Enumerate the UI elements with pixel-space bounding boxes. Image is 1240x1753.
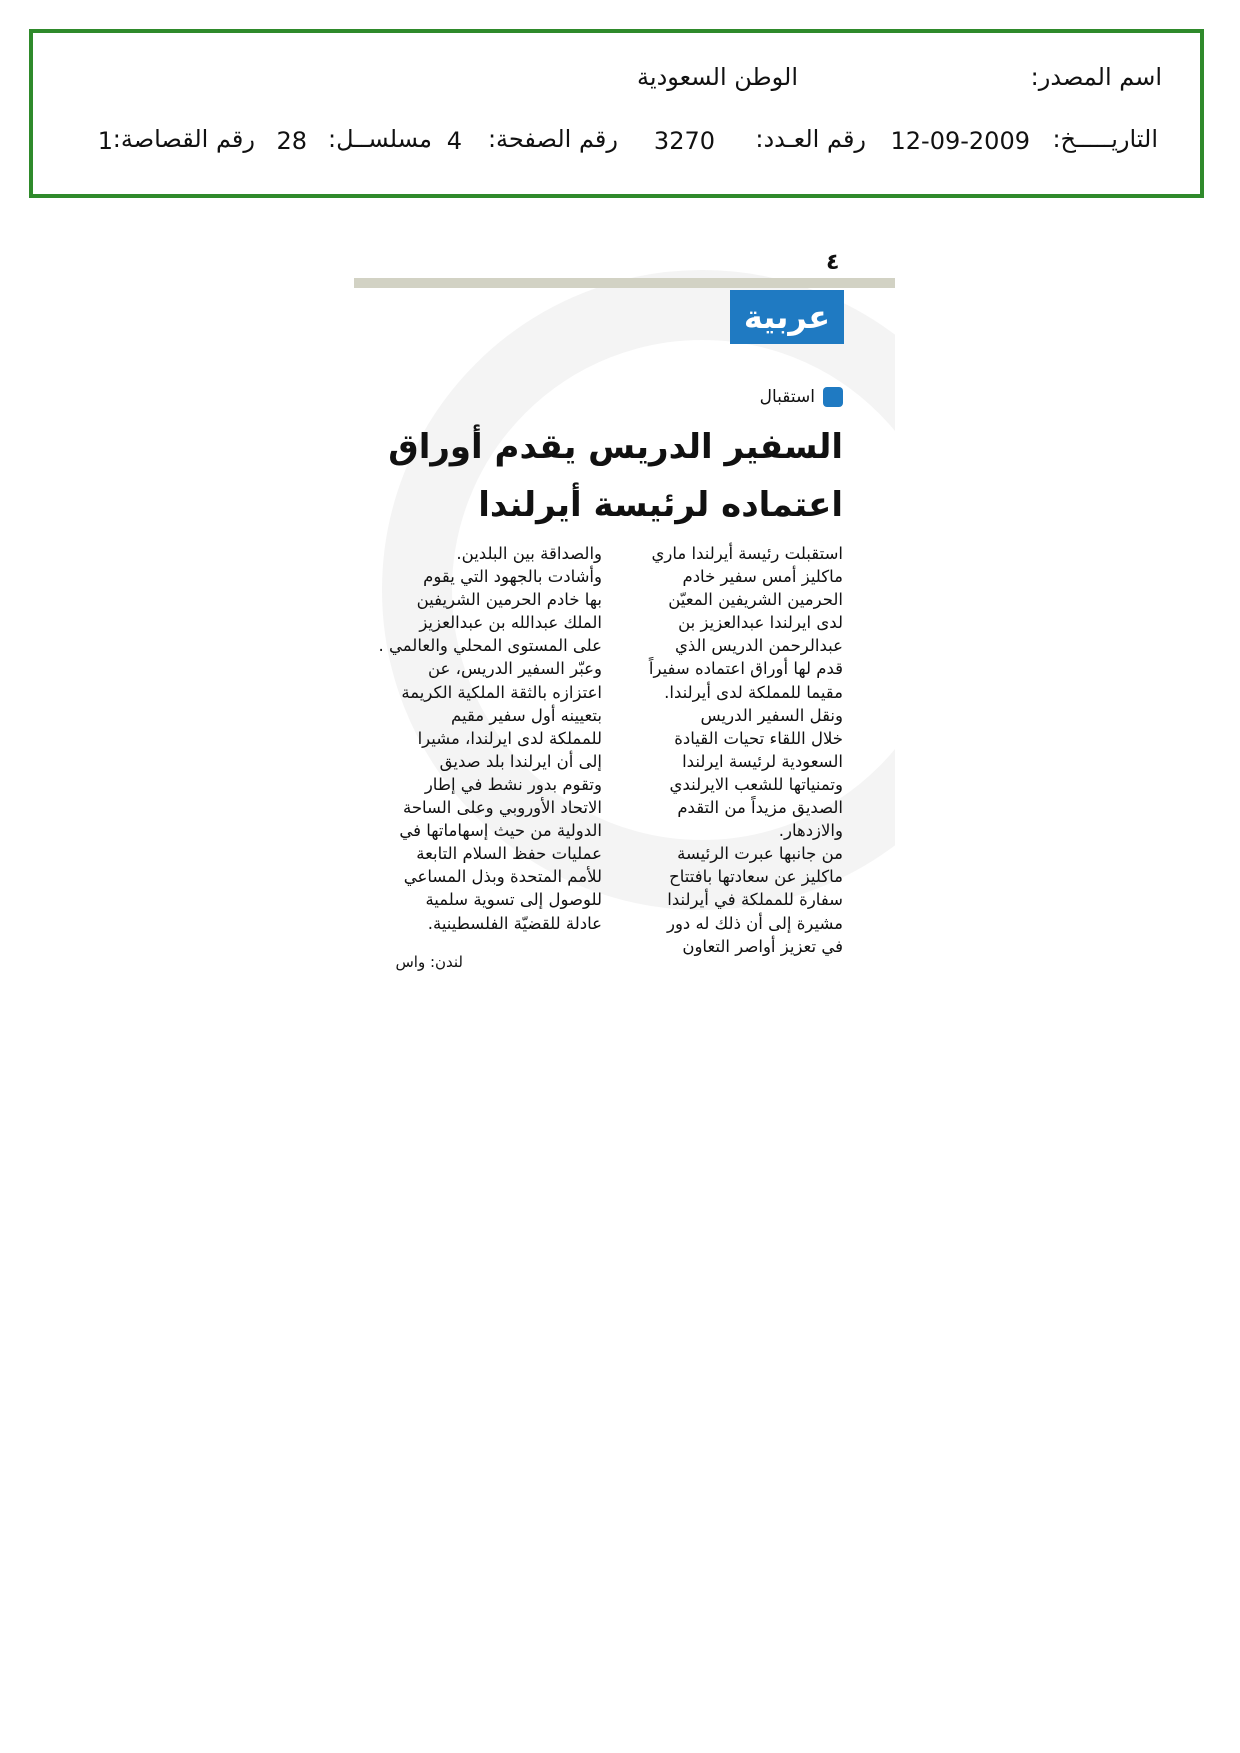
date-label: التاريـــــخ: [1052, 125, 1158, 153]
serial-label: مسلســل: [328, 125, 432, 153]
article-column-left: والصداقة بين البلدين. وأشادت بالجهود التي يقوم بها خادم الحرمين الشريفين الملك عبدالله بن عبدالعزيز على المستوى المحلي والعالمي . وعبّر السفير الدريس، عن اعتزازه بالثقة الملكية الكريمة بتعيينه أول سفير مقيم للمملكة لدى ايرلندا، مشيرا إلى أن ايرلندا بلد صديق وتقوم بدور نشط في إطار الاتحاد الأوروبي وعلى الساحة الدولية من حيث إسهاماتها في عمليات حفظ السلام التابعة للأمم المتحدة وبذل المساعي للوصول إلى تسوية سلمية عادلة للقضيّة الفلسطينية. [378, 544, 602, 933]
kicker-label: استقبال [759, 387, 815, 407]
metadata-header-box [29, 29, 1204, 198]
newspaper-page-number: ٤ [826, 250, 840, 275]
clipping-label: رقم القصاصة: [112, 125, 255, 153]
headline-line-2: اعتماده لرئيسة أيرلندا [478, 485, 843, 525]
issue-label: رقم العـدد: [755, 125, 866, 153]
headline-line-1: السفير الدريس يقدم أوراق [388, 427, 843, 467]
clipping-value: 1 [97, 127, 113, 155]
top-rule-divider [354, 278, 895, 288]
newspaper-clipping [352, 250, 895, 1002]
section-badge: عربية [730, 290, 844, 344]
page-value: 4 [446, 127, 462, 155]
article-headline [363, 418, 843, 534]
article-column-right: استقبلت رئيسة أيرلندا ماري ماكليز أمس سفير خادم الحرمين الشريفين المعيّن لدى ايرلندا عبدالعزيز بن عبدالرحمن الدريس الذي قدم لها أوراق اعتماده سفيراً مقيما للمملكة لدى أيرلندا. ونقل السفير الدريس خلال اللقاء تحيات القيادة السعودية لرئيسة ايرلندا وتمنياتها للشعب الايرلندي الصديق مزيداً من التقدم والازدهار. من جانبها عبرت الرئيسة ماكليز عن سعادتها بافتتاح سفارة للمملكة في أيرلندا مشيرة إلى أن ذلك له دور في تعزيز أواصر التعاون [648, 544, 843, 956]
date-value: 12-09-2009 [890, 127, 1030, 155]
square-bullet-icon [823, 387, 843, 407]
issue-value: 3270 [653, 127, 715, 155]
source-label: اسم المصدر: [1030, 63, 1162, 91]
serial-value: 28 [276, 127, 307, 155]
kicker [760, 387, 843, 407]
page-label: رقم الصفحة: [487, 125, 618, 153]
source-value: الوطن السعودية [637, 63, 798, 91]
article-byline: لندن: واس [395, 953, 463, 971]
